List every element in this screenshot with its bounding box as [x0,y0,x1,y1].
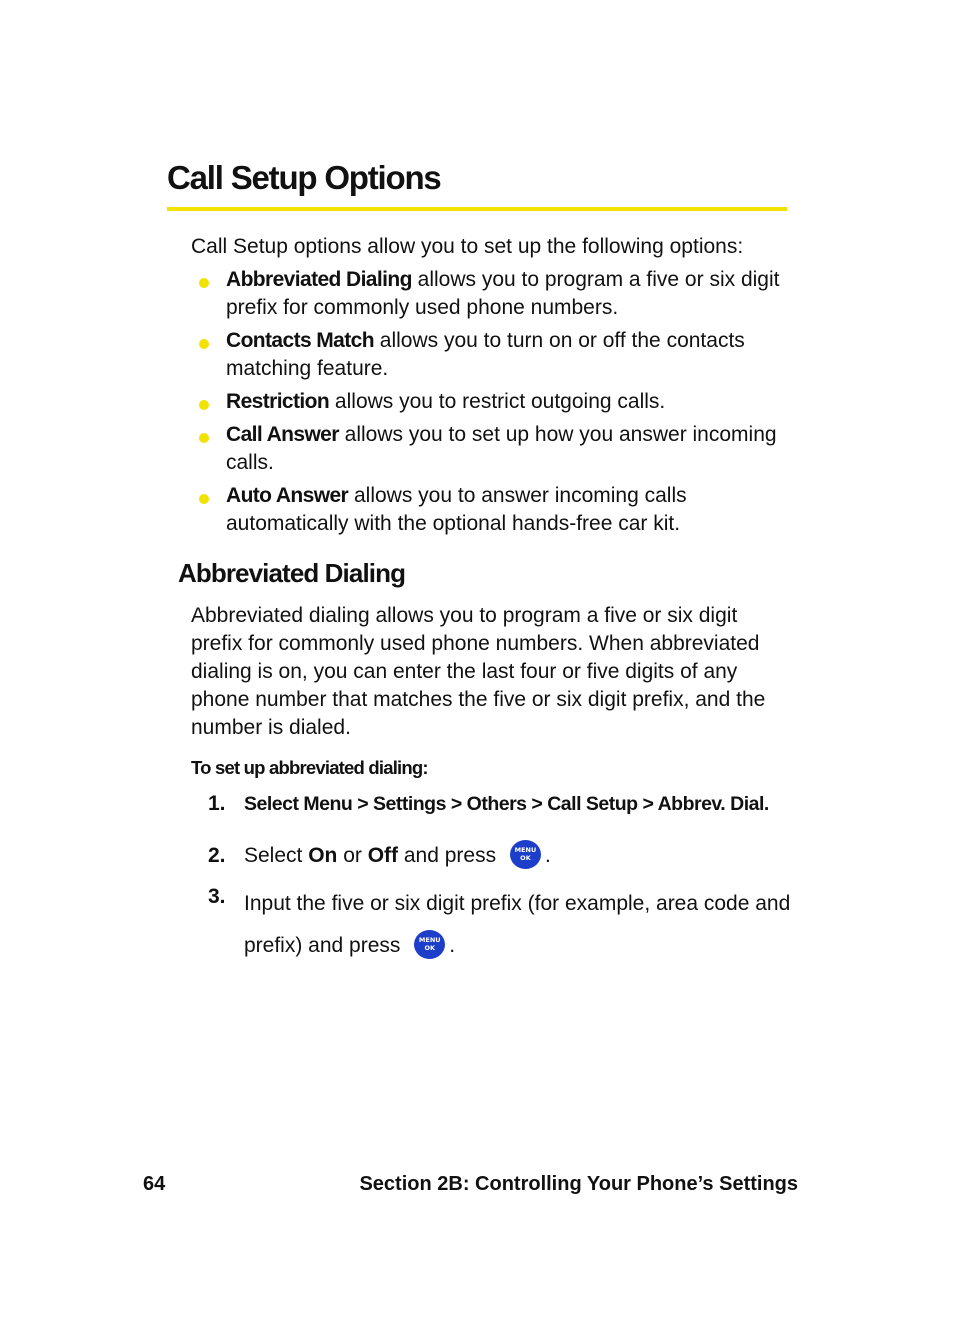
option-term: Contacts Match [226,329,374,352]
list-item-call-answer [199,421,789,477]
menu-ok-key-icon [414,930,445,959]
page-title: Call Setup Options [167,159,441,196]
step-text: . [544,844,551,868]
list-item-abbreviated-dialing [199,266,789,322]
list-item-auto-answer [199,482,789,538]
step-2 [208,842,798,871]
step-number: 2. [208,844,226,867]
option-description: allows you to restrict outgoing calls. [329,390,666,413]
option-description: allows you to turn on or off the contacts matching feature. [226,329,745,380]
step-number: 3. [208,885,226,908]
bullet-icon [199,494,209,504]
on-option: On [308,844,338,868]
off-option: Off [367,844,399,868]
option-term: Call Answer [226,423,339,446]
menu-ok-key-icon [510,840,541,869]
steps-list [208,790,798,967]
bullet-icon [199,400,209,410]
bullet-icon [199,433,209,443]
menu-key-label: MENU [418,935,441,944]
list-item-contacts-match [199,327,789,383]
ok-key-label: OK [520,854,531,862]
step-text: and press [398,844,497,868]
title-underline [167,207,787,211]
abbreviated-dialing-description: Abbreviated dialing allows you to program a five or six digit prefix for commonly used phone numbers. When abbreviated dialing is on, you can enter the last four or five digits of any phone number that matches the five or six digit prefix, and the number is dialed. [191,604,766,739]
intro-text: Call Setup options allow you to set up the following options: [191,235,744,258]
step-text: Select [244,844,309,868]
step-text: . [449,934,456,957]
step-text: Input the five or six digit prefix (for example, area code and prefix) and press [244,892,791,957]
option-description: allows you to answer incoming calls automatically with the optional hands-free car kit. [226,484,687,535]
options-list [199,266,789,543]
option-description: allows you to program a five or six digit prefix for commonly used phone numbers. [226,268,780,319]
step-3 [208,883,798,967]
option-description: allows you to set up how you answer incoming calls. [226,423,777,474]
step-text: Select Menu > Settings > Others > Call Setup > Abbrev. Dial. [244,793,769,815]
option-term: Abbreviated Dialing [226,268,412,291]
bullet-icon [199,278,209,288]
step-text: or [337,844,368,868]
step-number: 1. [208,792,226,815]
menu-key-label: MENU [514,846,537,854]
list-item-restriction [199,388,789,416]
option-term: Restriction [226,390,330,413]
bullet-icon [199,339,209,349]
procedure-heading: To set up abbreviated dialing: [191,757,428,778]
section-footer: Section 2B: Controlling Your Phone’s Settings [359,1173,798,1195]
step-1 [208,790,798,818]
page-number: 64 [143,1173,166,1195]
ok-key-label: OK [424,943,436,952]
section-heading: Abbreviated Dialing [178,558,406,588]
option-term: Auto Answer [226,484,349,507]
